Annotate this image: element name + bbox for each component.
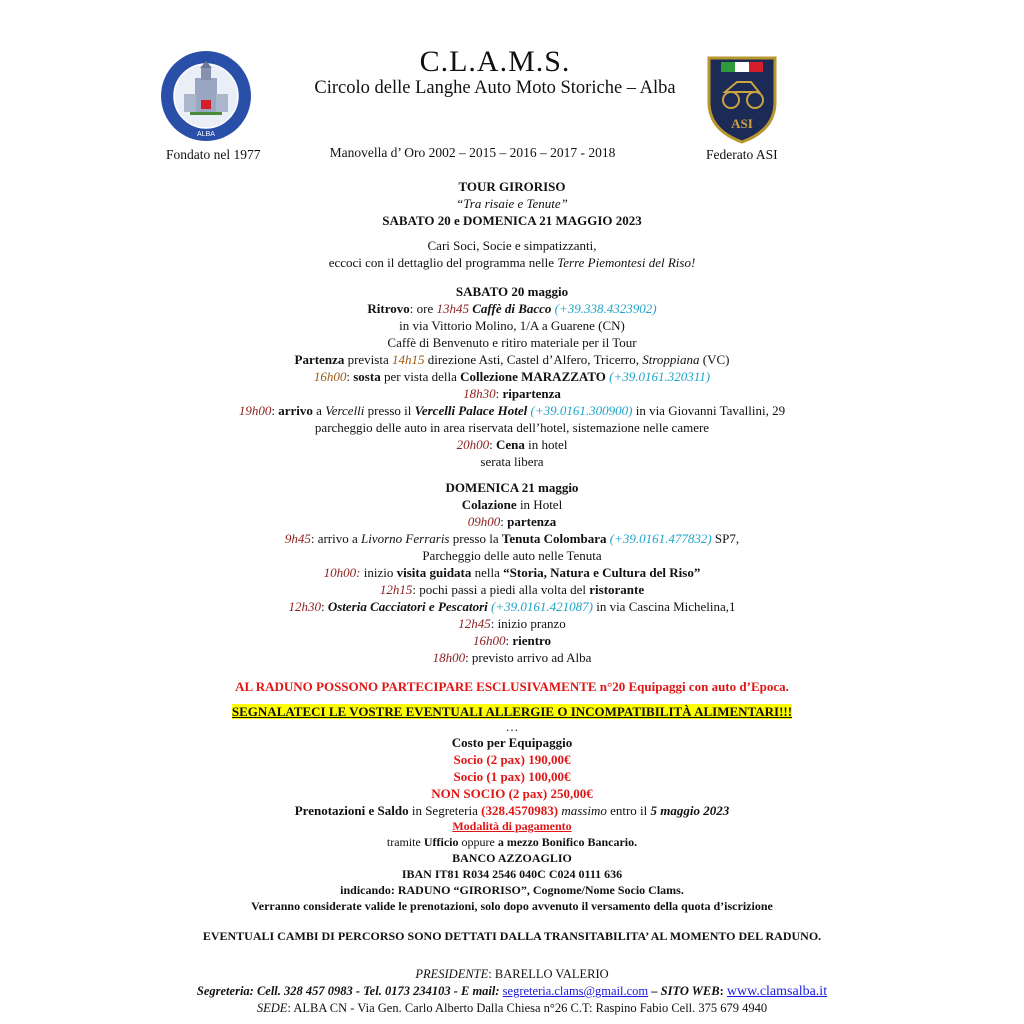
event-tagline: “Tra risaie e Tenute” (456, 196, 568, 211)
sunday-line: Colazione in Hotel (461, 497, 563, 512)
saturday-line: parcheggio delle auto in area riservata dell’hotel, sistemazione nelle camere (314, 420, 710, 435)
sunday-line: 12h30: Osteria Cacciatori e Pescatori (+39.0161.421087) in via Cascina Michelina,1 (288, 599, 736, 614)
founded-note: Fondato nel 1977 (166, 147, 261, 162)
logo-bottom-text: ALBA (197, 131, 215, 138)
sunday-line: 12h45: inizio pranzo (458, 616, 566, 631)
federato-note: Federato ASI (706, 147, 778, 162)
sunday-line: 10h00: inizio visita guidata nella “Storia, Natura e Cultura del Riso” (323, 565, 701, 580)
payment-reference: indicando: RADUNO “GIRORISO”, Cognome/Nome Socio Clams. (340, 883, 684, 897)
cost-heading: Costo per Equipaggio (451, 735, 573, 750)
manovella-note: Manovella d’ Oro 2002 – 2015 – 2016 – 2017 - 2018 (329, 145, 616, 160)
saturday-line: 16h00: sosta per vista della Collezione MARAZZATO (+39.0161.320311) (313, 369, 711, 384)
saturday-line: Partenza prevista 14h15 direzione Asti, Castel d’Alfero, Tricerro, Stroppiana (VC) (294, 352, 730, 367)
cost-socio2: Socio (2 pax) 190,00€ (453, 752, 571, 767)
event-name: TOUR GIRORISO (458, 179, 566, 194)
club-subtitle: Circolo delle Langhe Auto Moto Storiche – Alba (314, 78, 676, 98)
saturday-line: Caffè di Benvenuto e ritiro materiale per il Tour (387, 335, 637, 350)
clams-logo (160, 50, 252, 142)
payment-heading: Modalità di pagamento (452, 819, 572, 833)
sunday-line: 9h45: arrivo a Livorno Ferraris presso la Tenuta Colombara (+39.0161.477832) SP7, (284, 531, 740, 546)
footer-contacts: Segreteria: Cell. 328 457 0983 - Tel. 0173 234103 - E mail: segreteria.clams@gmail.com – SITO WEB: www.clamsalba.it (196, 984, 828, 999)
payment-line: tramite Ufficio oppure a mezzo Bonifico Bancario. (386, 835, 638, 849)
saturday-line: 20h00: Cena in hotel (456, 437, 568, 452)
sunday-line: 12h15: pochi passi a piedi alla volta del ristorante (379, 582, 645, 597)
sunday-line: 18h00: previsto arrivo ad Alba (432, 650, 592, 665)
route-changes-notice: EVENTUALI CAMBI DI PERCORSO SONO DETTATI DALLA TRANSITABILITA’ AL MOMENTO DEL RADUNO. (202, 929, 822, 943)
saturday-line: 19h00: arrivo a Vercelli presso il Vercelli Palace Hotel (+39.0161.300900) in via Giovanni Tavallini, 29 (238, 403, 786, 418)
allergies-notice: SEGNALATECI LE VOSTRE EVENTUALI ALLERGIE O INCOMPATIBILITÀ ALIMENTARI!!! (231, 704, 793, 719)
saturday-line: serata libera (480, 454, 544, 469)
sunday-line: 09h00: partenza (467, 514, 557, 529)
footer-president: PRESIDENTE: BARELLO VALERIO (415, 967, 609, 981)
sunday-heading: DOMENICA 21 maggio (445, 480, 579, 495)
participants-notice: AL RADUNO POSSONO PARTECIPARE ESCLUSIVAMENTE n°20 Equipaggi con auto d’Epoca. (235, 679, 789, 694)
sunday-line: Parcheggio delle auto nelle Tenuta (422, 548, 602, 563)
cost-socio1: Socio (1 pax) 100,00€ (453, 769, 571, 784)
email-link[interactable]: segreteria.clams@gmail.com (502, 984, 649, 998)
asi-logo-text: ASI (731, 116, 753, 131)
footer-address: SEDE: ALBA CN - Via Gen. Carlo Alberto Dalla Chiesa n°26 C.T: Raspino Fabio Cell. 375 679 4940 (256, 1001, 768, 1015)
saturday-line: Ritrovo: ore 13h45 Caffè di Bacco (+39.338.4323902) (367, 301, 657, 316)
ellipsis: … (505, 719, 519, 734)
booking-validity: Verranno considerate valide le prenotazioni, solo dopo avvenuto il versamento della quota d’iscrizione (251, 899, 773, 913)
saturday-line: in via Vittorio Molino, 1/A a Guarene (CN) (399, 318, 625, 333)
sunday-line: 16h00: rientro (472, 633, 552, 648)
saturday-line: 18h30: ripartenza (463, 386, 561, 401)
greeting-line1: Cari Soci, Socie e simpatizzanti, (427, 238, 597, 253)
greeting-line2: eccoci con il dettaglio del programma nelle Terre Piemontesi del Riso! (328, 255, 696, 270)
bank-name: BANCO AZZOAGLIO (452, 851, 572, 865)
cost-nonsocio: NON SOCIO (2 pax) 250,00€ (431, 786, 593, 801)
saturday-heading: SABATO 20 maggio (455, 284, 569, 299)
website-link[interactable]: www.clamsalba.it (726, 984, 828, 999)
booking-line: Prenotazioni e Saldo in Segreteria (328.4570983) massimo entro il 5 maggio 2023 (294, 803, 730, 818)
club-title: C.L.A.M.S. (419, 45, 571, 78)
iban: IBAN IT81 R034 2546 040C C024 0111 636 (401, 867, 623, 881)
event-dates: SABATO 20 e DOMENICA 21 MAGGIO 2023 (382, 213, 642, 228)
